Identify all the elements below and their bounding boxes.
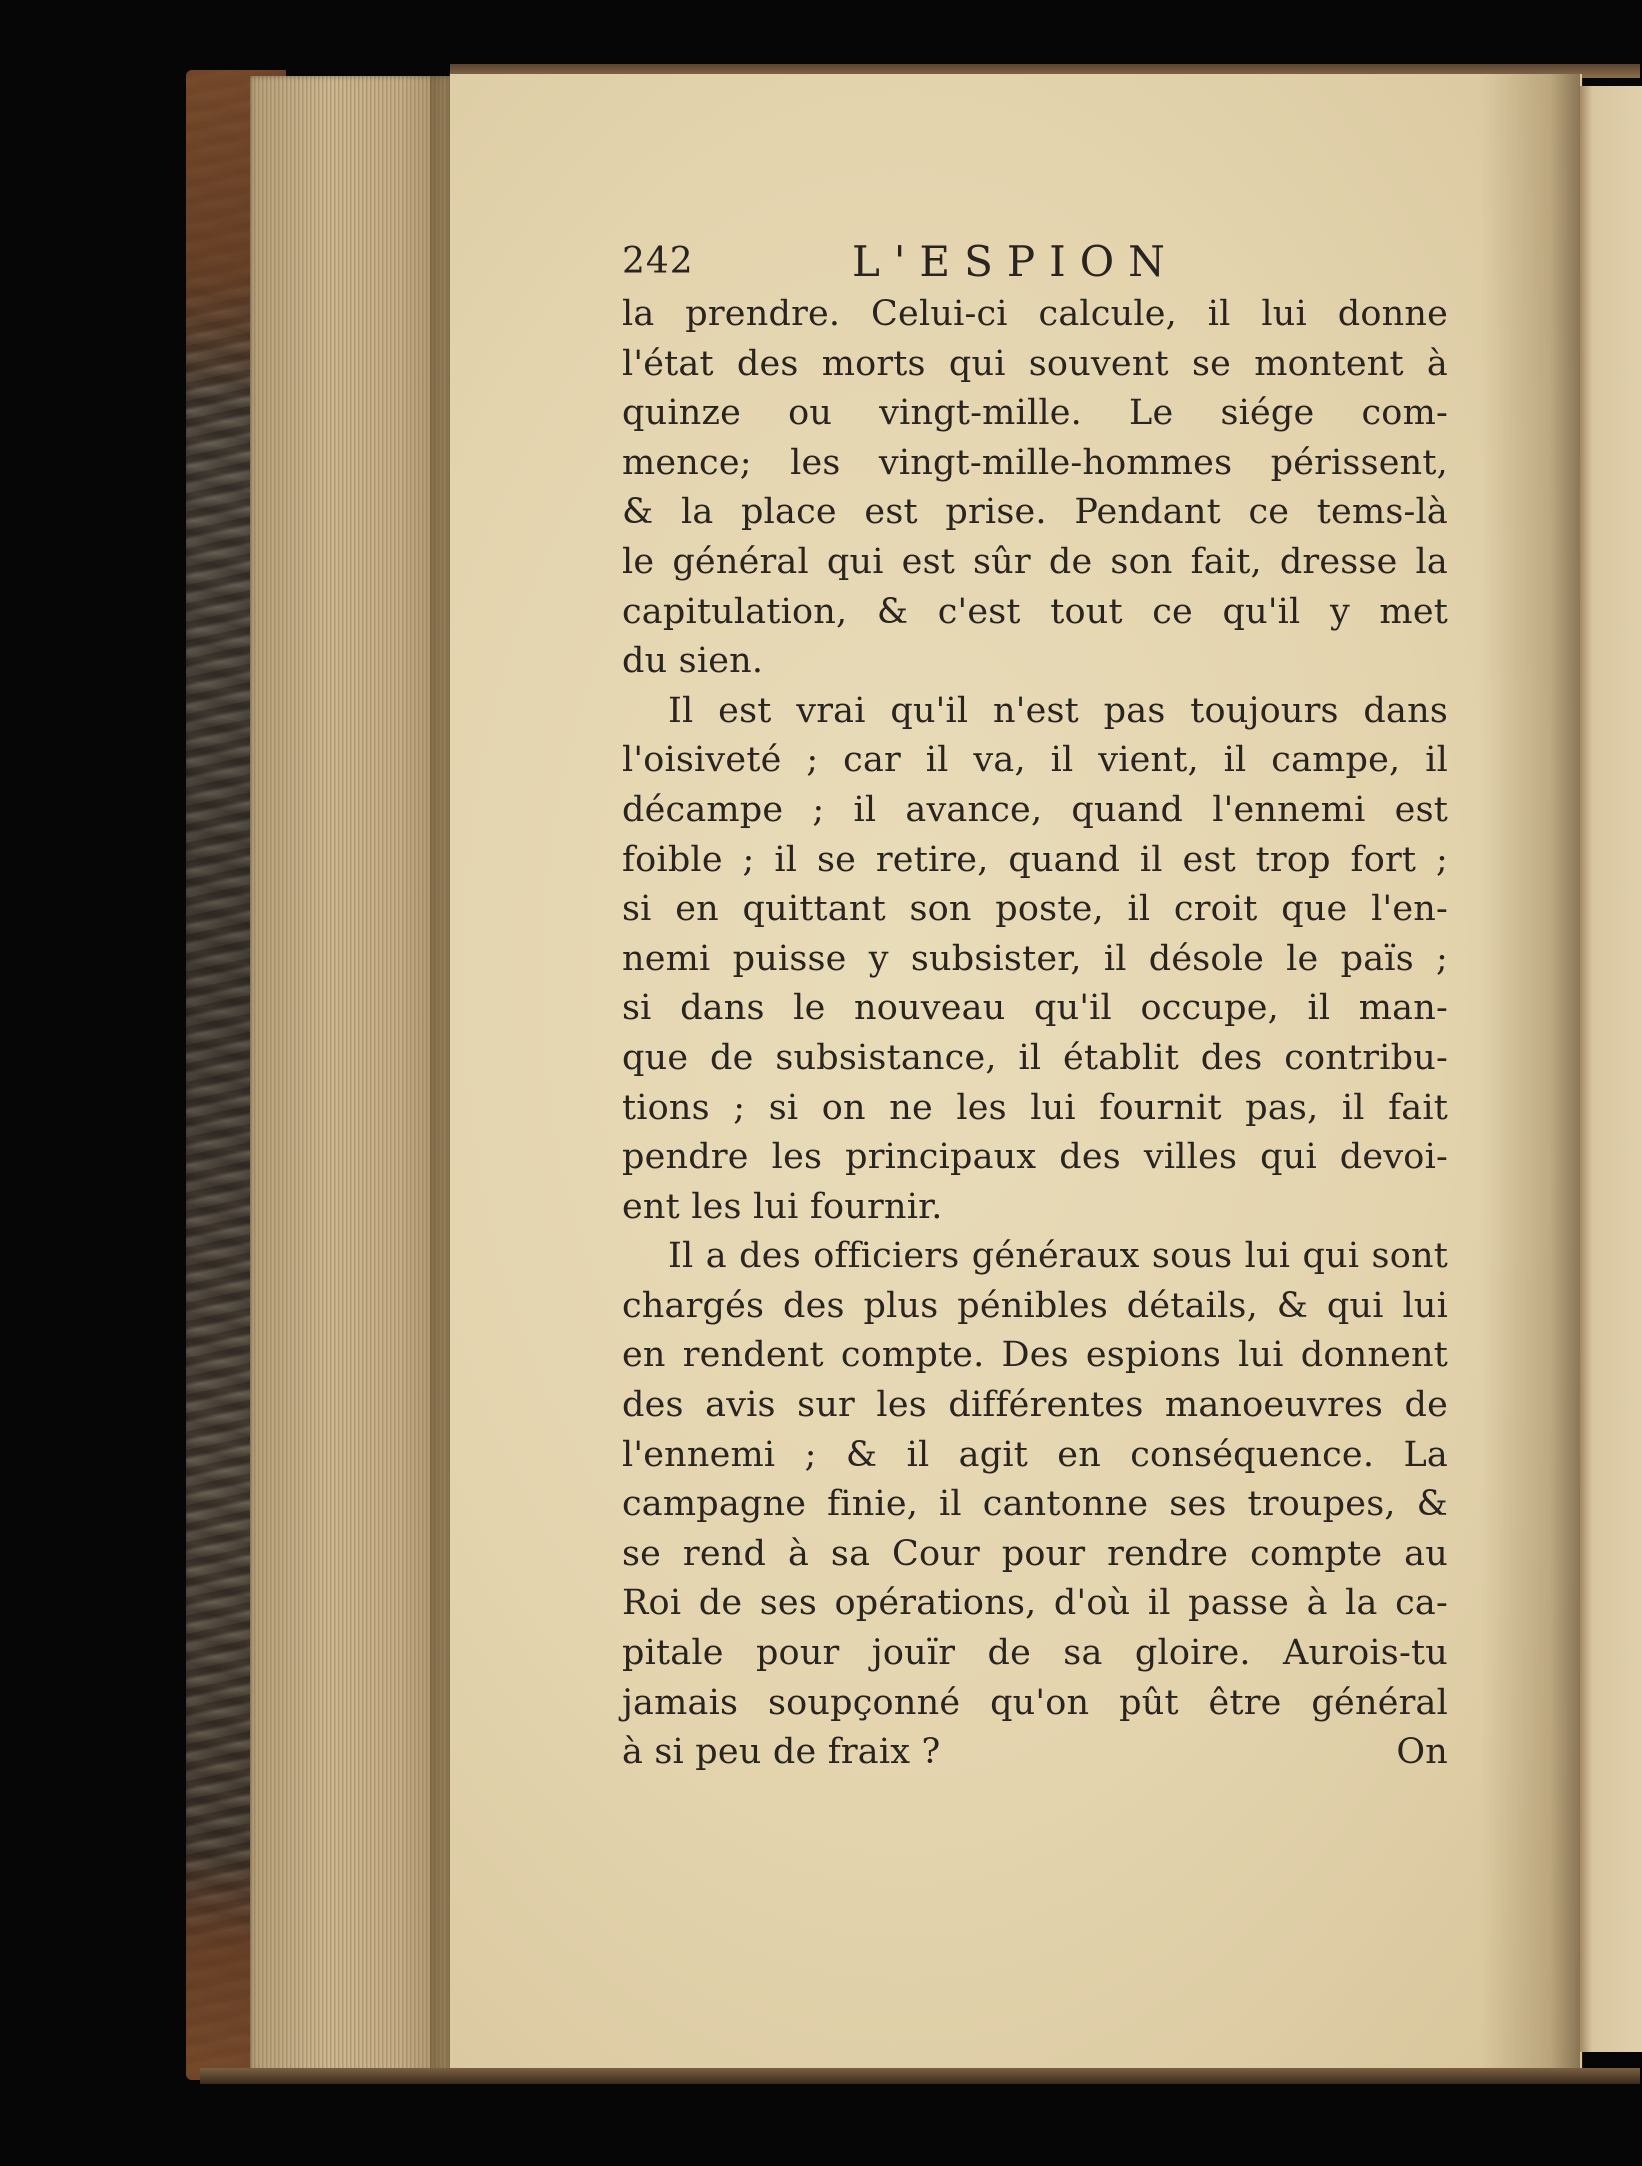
text-line: en rendent compte. Des espions lui donnent <box>622 1335 1448 1376</box>
text-line: du sien. <box>622 641 764 682</box>
text-line: l'ennemi ; & il agit en conséquence. La <box>622 1434 1448 1475</box>
page-text-block <box>622 236 1448 1778</box>
text-line: que de subsistance, il établit des contribu- <box>622 1037 1448 1078</box>
text-line: Il a des officiers généraux sous lui qui sont <box>668 1236 1448 1277</box>
facing-page-sliver <box>1580 86 1642 2052</box>
text-line: décampe ; il avance, quand l'ennemi est <box>622 789 1448 830</box>
page-stack-edge <box>250 76 450 2074</box>
page-number: 242 <box>622 241 694 282</box>
book-bottom-edge <box>200 2068 1640 2084</box>
text-line: des avis sur les différentes manoeuvres de <box>622 1385 1448 1426</box>
page-header <box>622 236 1448 288</box>
text-line: Roi de ses opérations, d'où il passe à la ca- <box>622 1583 1448 1624</box>
text-line: la prendre. Celui-ci calcule, il lui donne <box>622 294 1448 334</box>
text-line: mence; les vingt-mille-hommes périssent, <box>622 442 1448 483</box>
final-line <box>622 1728 1448 1778</box>
text-line: ent les lui fournir. <box>622 1186 943 1227</box>
text-line: l'état des morts qui souvent se montent à <box>622 343 1448 384</box>
text-line: tions ; si on ne les lui fournit pas, il fait <box>622 1087 1448 1128</box>
catchword: On <box>1396 1732 1448 1773</box>
text-line: capitulation, & c'est tout ce qu'il y met <box>622 591 1448 632</box>
text-line: nemi puisse y subsister, il désole le païs ; <box>622 938 1448 979</box>
text-line: si dans le nouveau qu'il occupe, il man- <box>622 988 1448 1029</box>
text-line: Il est vrai qu'il n'est pas toujours dans <box>668 690 1448 731</box>
text-line: foible ; il se retire, quand il est trop fort ; <box>622 839 1448 880</box>
final-line-text: à si peu de fraix ? <box>622 1732 941 1773</box>
text-line: & la place est prise. Pendant ce tems-là <box>622 492 1448 533</box>
text-line: campagne finie, il cantonne ses troupes, & <box>622 1484 1448 1525</box>
text-line: si en quittant son poste, il croit que l'en- <box>622 889 1448 930</box>
text-line: pitale pour jouïr de sa gloire. Aurois-tu <box>622 1633 1448 1674</box>
text-line: pendre les principaux des villes qui devoi- <box>622 1137 1448 1178</box>
text-line: jamais soupçonné qu'on pût être général <box>622 1682 1448 1723</box>
text-line: le général qui est sûr de son fait, dresse la <box>622 541 1448 582</box>
text-line: quinze ou vingt-mille. Le siége com- <box>622 393 1448 434</box>
text-line: se rend à sa Cour pour rendre compte au <box>622 1533 1448 1574</box>
page-gutter <box>1480 74 1580 2072</box>
body-text <box>622 290 1448 1778</box>
text-line: chargés des plus pénibles détails, & qui lui <box>622 1285 1448 1326</box>
text-line: l'oisiveté ; car il va, il vient, il campe, il <box>622 740 1448 781</box>
running-head: L'ESPION <box>852 237 1179 286</box>
